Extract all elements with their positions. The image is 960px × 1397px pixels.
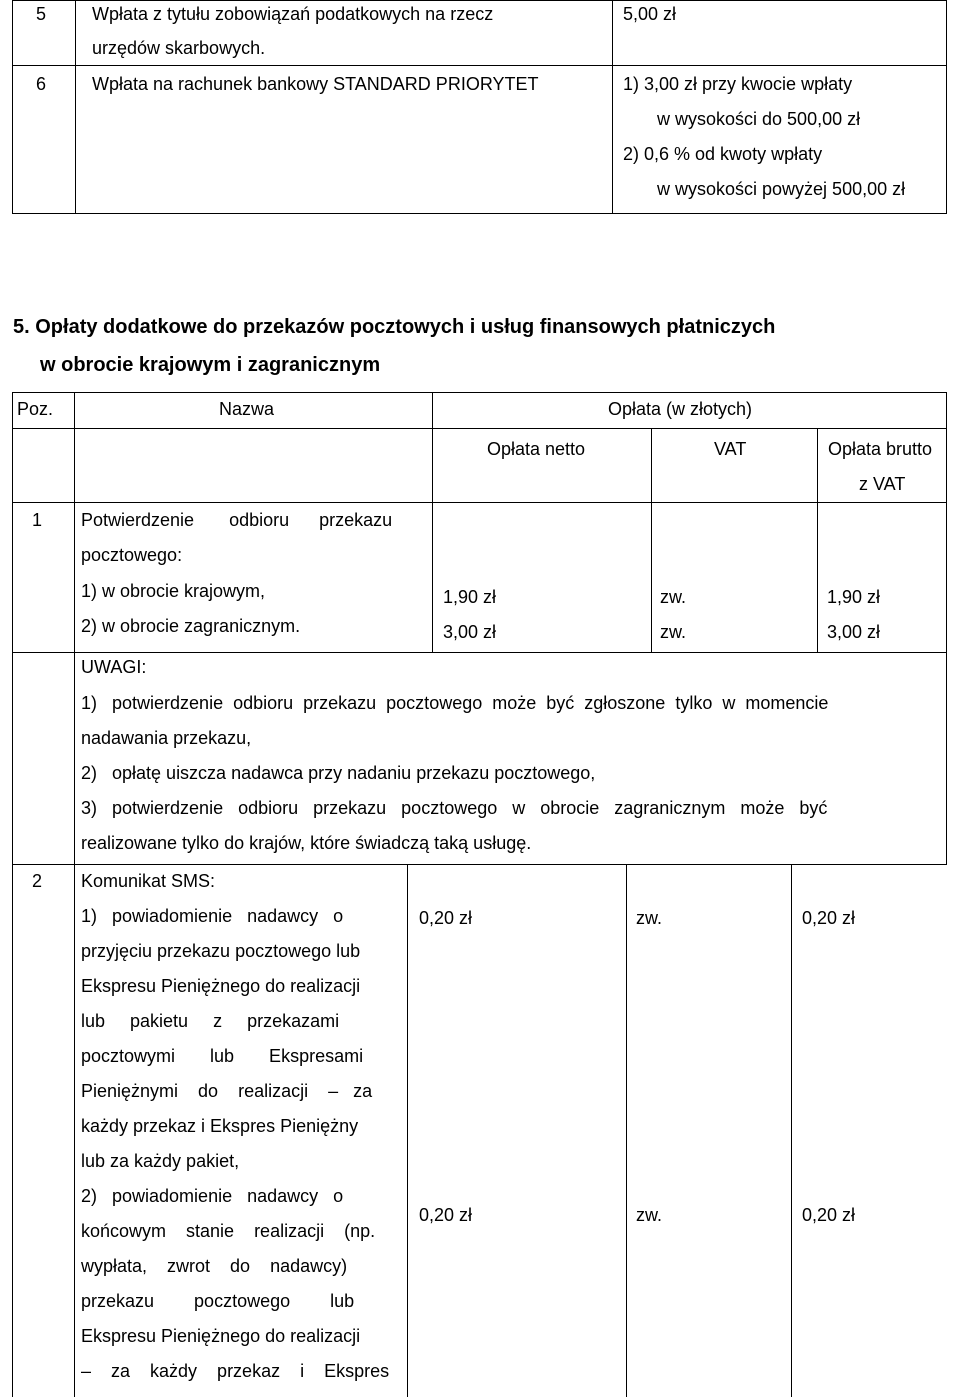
row-name: urzędów skarbowych. — [92, 38, 266, 58]
row-fee: w wysokości powyżej 500,00 zł — [657, 179, 906, 199]
fee-vat: zw. — [636, 908, 663, 928]
header-vat: VAT — [714, 439, 747, 459]
row-fee: 1) 3,00 zł przy kwocie wpłaty — [623, 74, 853, 94]
row-name: Ekspresu Pieniężnego do realizacji — [81, 976, 361, 996]
row-name: przyjęciu przekazu pocztowego lub — [81, 941, 361, 961]
notes-line: 2) opłatę uiszcza nadawca przy nadaniu przekazu pocztowego, — [81, 763, 596, 783]
row-name: 1) powiadomienie nadawcy o — [81, 906, 344, 926]
row-name: Pieniężnymi do realizacji – za — [81, 1081, 373, 1101]
row-name: Komunikat SMS: — [81, 871, 216, 891]
row-name: Potwierdzenie odbioru przekazu — [81, 510, 393, 530]
row-name: Wpłata z tytułu zobowiązań podatkowych na rzecz — [92, 4, 494, 24]
fee-vat: zw. — [660, 587, 687, 607]
fee-brutto: 3,00 zł — [827, 622, 881, 642]
section-title: 5. Opłaty dodatkowe do przekazów pocztowych i usług finansowych płatniczych — [13, 316, 776, 338]
row-fee: w wysokości do 500,00 zł — [657, 109, 861, 129]
fee-netto: 0,20 zł — [419, 908, 473, 928]
row-name: 2) w obrocie zagranicznym. — [81, 616, 301, 636]
row-name: pocztowymi lub Ekspresami — [81, 1046, 364, 1066]
row-name: wypłata, zwrot do nadawcy) — [81, 1256, 348, 1276]
header-brutto: z VAT — [859, 474, 906, 494]
fee-netto: 1,90 zł — [443, 587, 497, 607]
fee-vat: zw. — [636, 1205, 663, 1225]
header-poz: Poz. — [17, 399, 54, 419]
fee-netto: 3,00 zł — [443, 622, 497, 642]
row-name: każdy przekaz i Ekspres Pieniężny — [81, 1116, 359, 1136]
fee-brutto: 0,20 zł — [802, 1205, 856, 1225]
notes-line: 1) potwierdzenie odbioru przekazu pocztowego może być zgłoszone tylko w momencie — [81, 693, 829, 713]
fee-netto: 0,20 zł — [419, 1205, 473, 1225]
notes-title: UWAGI: — [81, 657, 147, 677]
header-brutto: Opłata brutto — [828, 439, 933, 459]
row-name: lub za każdy pakiet, — [81, 1151, 240, 1171]
notes-line: realizowane tylko do krajów, które świadczą taką usługę. — [81, 833, 532, 853]
row-number: 2 — [32, 871, 43, 891]
row-number: 6 — [36, 74, 47, 94]
notes-line: 3) potwierdzenie odbioru przekazu pocztowego w obrocie zagranicznym może być — [81, 798, 828, 818]
header-netto: Opłata netto — [487, 439, 586, 459]
row-fee: 5,00 zł — [623, 4, 677, 24]
row-name: pocztowego: — [81, 545, 183, 565]
row-name: końcowym stanie realizacji (np. — [81, 1221, 376, 1241]
row-name: 1) w obrocie krajowym, — [81, 581, 266, 601]
notes-line: nadawania przekazu, — [81, 728, 252, 748]
fee-vat: zw. — [660, 622, 687, 642]
row-name: Ekspresu Pieniężnego do realizacji — [81, 1326, 361, 1346]
row-name: – za każdy przekaz i Ekspres — [81, 1361, 390, 1381]
row-number: 5 — [36, 4, 47, 24]
row-name: lub pakietu z przekazami — [81, 1011, 340, 1031]
section-title: w obrocie krajowym i zagranicznym — [40, 354, 381, 376]
row-fee: 2) 0,6 % od kwoty wpłaty — [623, 144, 823, 164]
fee-brutto: 1,90 zł — [827, 587, 881, 607]
header-oplata: Opłata (w złotych) — [608, 399, 753, 419]
fee-brutto: 0,20 zł — [802, 908, 856, 928]
header-nazwa: Nazwa — [219, 399, 275, 419]
row-number: 1 — [32, 510, 43, 530]
row-name: Wpłata na rachunek bankowy STANDARD PRIORYTET — [92, 74, 539, 94]
row-name: przekazu pocztowego lub — [81, 1291, 355, 1311]
row-name: 2) powiadomienie nadawcy o — [81, 1186, 344, 1206]
